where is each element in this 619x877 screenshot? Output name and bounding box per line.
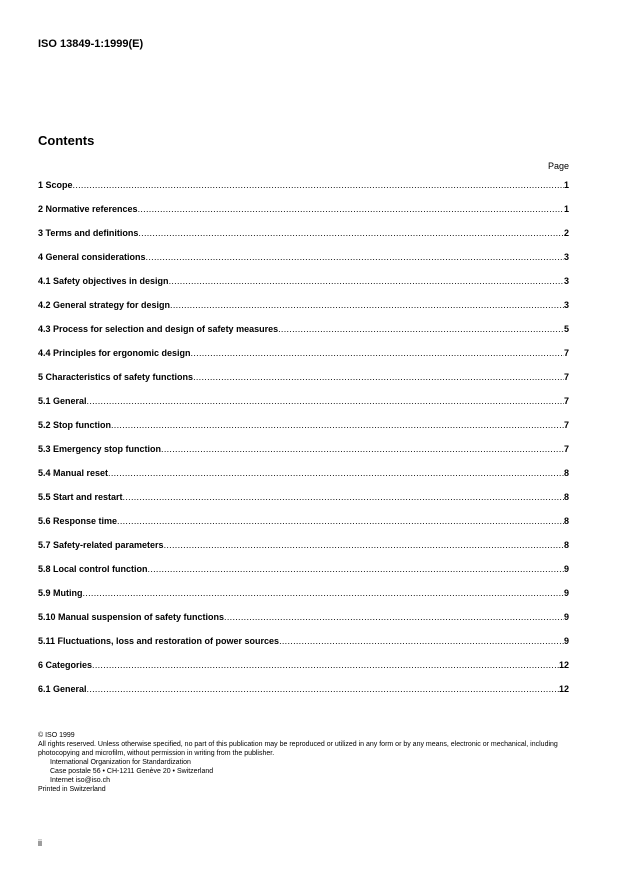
toc-entry-page: 7 [563, 348, 569, 358]
toc-entry-label: 3 Terms and definitions [38, 228, 139, 238]
document-id: ISO 13849-1:1999(E) [38, 38, 144, 50]
toc-entry-label: 5.6 Response time [38, 516, 118, 526]
page-number: ii [38, 838, 42, 848]
toc-entry[interactable] [38, 516, 569, 540]
toc-entry-page: 12 [558, 684, 569, 694]
toc-entry-label: 4.2 General strategy for design [38, 300, 171, 310]
toc-leader-dots [87, 684, 559, 694]
toc-entry[interactable] [38, 324, 569, 348]
toc-entry[interactable] [38, 660, 569, 684]
toc-leader-dots [111, 420, 564, 430]
toc-entry-page: 7 [563, 420, 569, 430]
toc-entry-page: 7 [563, 396, 569, 406]
toc-leader-dots [193, 372, 564, 382]
toc-leader-dots [108, 468, 564, 478]
toc-entry[interactable] [38, 228, 569, 252]
toc-entry-label: 5 Characteristics of safety functions [38, 372, 194, 382]
toc-entry[interactable] [38, 444, 569, 468]
toc-leader-dots [191, 348, 564, 358]
toc-entry-page: 1 [563, 204, 569, 214]
toc-entry[interactable] [38, 540, 569, 564]
toc-entry-label: 5.1 General [38, 396, 87, 406]
organization-address: Case postale 56 • CH-1211 Genève 20 • Switzerland [50, 768, 214, 775]
contents-title: Contents [38, 133, 95, 148]
toc-entry-label: 4.4 Principles for ergonomic design [38, 348, 191, 358]
toc-entry-label: 5.3 Emergency stop function [38, 444, 162, 454]
toc-entry-label: 6 Categories [38, 660, 93, 670]
copyright-line: © ISO 1999 [38, 732, 75, 739]
toc-entry[interactable] [38, 564, 569, 588]
toc-entry-page: 12 [558, 660, 569, 670]
toc-entry-page: 3 [563, 276, 569, 286]
toc-entry-label: 5.2 Stop function [38, 420, 111, 430]
toc-leader-dots [138, 228, 564, 238]
toc-entry[interactable] [38, 372, 569, 396]
toc-entry-page: 1 [563, 180, 569, 190]
toc-leader-dots [87, 396, 564, 406]
toc-leader-dots [138, 204, 564, 214]
toc-entry-label: 5.10 Manual suspension of safety functions [38, 612, 225, 622]
toc-entry[interactable] [38, 588, 569, 612]
toc-leader-dots [146, 252, 564, 262]
toc-entry[interactable] [38, 204, 569, 228]
organization-name: International Organization for Standardization [50, 759, 191, 766]
toc-entry-page: 8 [563, 516, 569, 526]
toc-entry-label: 4.3 Process for selection and design of safety measures [38, 324, 279, 334]
toc-leader-dots [123, 492, 564, 502]
toc-entry-page: 2 [563, 228, 569, 238]
printed-location: Printed in Switzerland [38, 786, 106, 793]
toc-leader-dots [278, 324, 564, 334]
toc-entry-page: 5 [563, 324, 569, 334]
toc-entry-label: 2 Normative references [38, 204, 138, 214]
toc-entry[interactable] [38, 348, 569, 372]
toc-leader-dots [92, 660, 559, 670]
toc-leader-dots [83, 588, 564, 598]
toc-entry-label: 4.1 Safety objectives in design [38, 276, 169, 286]
toc-entry[interactable] [38, 420, 569, 444]
toc-leader-dots [148, 564, 564, 574]
toc-entry[interactable] [38, 468, 569, 492]
toc-entry-page: 8 [563, 540, 569, 550]
toc-entry-page: 8 [563, 468, 569, 478]
table-of-contents [38, 180, 569, 708]
toc-leader-dots [279, 636, 564, 646]
toc-entry[interactable] [38, 252, 569, 276]
organization-internet: Internet iso@iso.ch [50, 777, 111, 784]
toc-entry-page: 9 [563, 612, 569, 622]
toc-entry[interactable] [38, 276, 569, 300]
toc-entry[interactable] [38, 300, 569, 324]
toc-entry-page: 7 [563, 372, 569, 382]
toc-entry-page: 3 [563, 300, 569, 310]
toc-entry[interactable] [38, 396, 569, 420]
toc-leader-dots [73, 180, 564, 190]
toc-entry[interactable] [38, 612, 569, 636]
toc-leader-dots [170, 300, 564, 310]
toc-leader-dots [169, 276, 564, 286]
toc-entry-page: 3 [563, 252, 569, 262]
toc-entry[interactable] [38, 636, 569, 660]
page-column-label: Page [547, 161, 569, 171]
toc-entry-label: 5.7 Safety-related parameters [38, 540, 164, 550]
toc-leader-dots [161, 444, 564, 454]
toc-leader-dots [117, 516, 564, 526]
toc-entry-label: 5.8 Local control function [38, 564, 148, 574]
toc-entry-label: 5.5 Start and restart [38, 492, 123, 502]
toc-entry-label: 1 Scope [38, 180, 73, 190]
toc-entry-label: 5.9 Muting [38, 588, 83, 598]
toc-entry-label: 4 General considerations [38, 252, 146, 262]
toc-entry[interactable] [38, 684, 569, 708]
toc-entry[interactable] [38, 492, 569, 516]
copyright-notice [38, 731, 578, 794]
toc-leader-dots [164, 540, 564, 550]
toc-entry-page: 9 [563, 588, 569, 598]
toc-entry-page: 7 [563, 444, 569, 454]
toc-entry-label: 5.4 Manual reset [38, 468, 109, 478]
toc-entry-page: 8 [563, 492, 569, 502]
toc-entry-label: 6.1 General [38, 684, 87, 694]
rights-statement: All rights reserved. Unless otherwise specified, no part of this publication may be reproduced or utilized in any form or by any means, electronic or mechanical, including photocopying and microfilm, without permission in writing from the publisher. [38, 741, 558, 757]
toc-entry[interactable] [38, 180, 569, 204]
toc-entry-page: 9 [563, 564, 569, 574]
toc-entry-page: 9 [563, 636, 569, 646]
toc-leader-dots [224, 612, 564, 622]
toc-entry-label: 5.11 Fluctuations, loss and restoration of power sources [38, 636, 280, 646]
